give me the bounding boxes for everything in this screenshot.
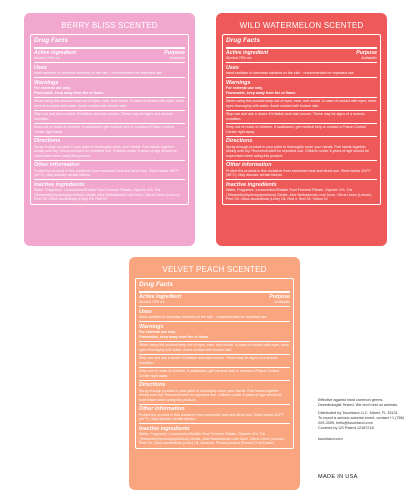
company-info [318,398,406,442]
directions-text: Spray enough product in your palm to thoroughly cover your hands. Rub hands together briskly until dry. Recommended for repeated use. Children under 6 years of age should be supervised when using this product. [34,144,177,158]
warning-when-using: When using this product keep out of eyes, ears, and mouth. In case of contact with eyes, rinse eyes thoroughly with water. Avoid contact with broken skin. [139,343,289,352]
drug-facts-title: Drug Facts [139,281,173,288]
directions-heading: Directions [34,138,61,144]
warning-flammable: Flammable, keep away from fire or flame. [34,90,105,95]
directions-heading: Directions [226,138,253,144]
warnings-heading: Warnings [34,79,59,86]
info-website: touchland.com [318,437,343,441]
drug-facts-title: Drug Facts [226,37,260,44]
warnings-heading: Warnings [226,79,251,86]
uses-heading: Uses [34,64,47,71]
warning-flammable: Flammable, keep away from fire or flame. [226,90,297,95]
inactive-ingredients-heading: Inactive ingredients [139,425,190,432]
warning-when-using: When using this product keep out of eyes, ears, and mouth. In case of contact with eyes, rinse eyes thoroughly with water. Avoid contact with broken skin. [34,99,184,108]
active-ingredient-value: Alcohol 70% v/v [139,300,165,304]
other-info-heading: Other information [139,406,185,412]
warning-external: For external use only. [34,86,71,90]
warning-keep-out: Keep out of reach of children. If swallowed, get medical help or contact a Poison Control Center right away. [34,125,175,134]
drug-facts-title: Drug Facts [34,37,68,44]
active-ingredient-heading: Active ingredient [139,294,182,300]
other-info-text: Protect the product in this container from excessive heat and direct sun. Store below 104°F (40°C). May discolor certain fabrics. [139,412,284,421]
purpose-heading: Purpose [269,294,290,300]
purpose-heading: Purpose [356,50,377,56]
warning-when-using: When using this product keep out of eyes, ears, and mouth. In case of contact with eyes, rinse eyes thoroughly with water. Avoid contact with broken skin. [226,99,376,108]
warning-keep-out: Keep out of reach of children. If swallowed, get medical help or contact a Poison Control Center right away. [139,369,280,378]
warning-stop-use: Stop use and ask a doctor if irritation and rash occurs. These may be signs of a serious condition. [226,112,365,121]
active-ingredient-value: Alcohol 70% v/v [34,56,60,60]
directions-heading: Directions [139,382,166,388]
info-distributed: Distributed by Touchland LLC. Miami, FL 33131 [318,411,398,415]
info-patent: Covered by US Patent 12187218 [318,426,374,430]
other-info-text: Protect the product in this container from excessive heat and direct sun. Store below 104°F (40°C). May discolor certain fabrics. [226,168,371,177]
uses-heading: Uses [139,308,152,315]
info-effective: Effective against most common germs. [318,398,384,402]
inactive-ingredients-text: Water, Fragrance, Leuconostoc/Radish Root Ferment Filtrate, Glycerin 4%, Tris (Tetramethylhydroxypiperidinol) Citrate, Aloe Barbadensis Leaf Juice, Citrus Limon (Lemon) Peel Oil, Citrus Aurantifolia (Lime) Oil, Red 4, Red 33, Yellow 10 [226,188,372,201]
warning-stop-use: Stop use and ask a doctor if irritation and rash occurs. These may be signs of a serious condition. [139,356,278,365]
drug-facts-panel [30,34,189,205]
other-info-heading: Other information [226,162,272,168]
warning-external: For external use only. [226,86,263,90]
inactive-ingredients-heading: Inactive ingredients [34,181,85,188]
active-ingredient-value: Alcohol 70% v/v [226,56,252,60]
uses-text: hand sanitizer to decrease bacteria on the skin · recommended for repeated use [34,71,162,75]
warning-flammable: Flammable, keep away from fire or flame. [139,334,210,339]
purpose-heading: Purpose [164,50,185,56]
other-info-heading: Other information [34,162,80,168]
label-card-wild-watermelon [216,13,387,246]
warnings-heading: Warnings [139,323,164,330]
card-title: VELVET PEACH SCENTED [162,265,267,274]
uses-text: hand sanitizer to decrease bacteria on the skin · recommended for repeated use [139,315,267,319]
directions-text: Spray enough product in your palm to thoroughly cover your hands. Rub hands together briskly until dry. Recommended for repeated use. Children under 6 years of age should be supervised when using this product. [139,388,282,402]
warning-stop-use: Stop use and ask a doctor if irritation and rash occurs. These may be signs of a serious condition. [34,112,173,121]
purpose-value: Antiseptic [274,300,290,304]
other-info-text: Protect the product in this container from excessive heat and direct sun. Store below 104°F (40°C). May discolor certain fabrics. [34,168,179,177]
info-dermatologist: Dermatologist Tested. We don't test on animals. [318,403,399,407]
purpose-value: Antiseptic [361,56,377,60]
info-report: To report a serious adverse event, contact +1 (786) 209-3309, hello@touchland.com [318,416,405,425]
uses-heading: Uses [226,64,239,71]
uses-text: hand sanitizer to decrease bacteria on the skin · recommended for repeated use [226,71,354,75]
active-ingredient-heading: Active ingredient [34,50,77,56]
inactive-ingredients-heading: Inactive ingredients [226,181,277,188]
label-card-berry-bliss [24,13,195,246]
purpose-value: Antiseptic [169,56,185,60]
inactive-ingredients-text: Water, Fragrance, Leuconostoc/Radish Root Ferment Filtrate, Glycerin 4%, Tris (Tetramethylhydroxypiperidinol) Citrate, Aloe Barbadensis Leaf Juice, Citrus Limon (Lemon) Peel Oil, Citrus Aurantifolia (Lime) Oil, Red 33 [34,188,180,201]
drug-facts-panel [222,34,381,205]
inactive-ingredients-text: Water, Fragrance, Leuconostoc/Radish Root Ferment Filtrate, Glycerin 4%, Tris (Tetramethylhydroxypiperidinol) Citrate, Aloe Barbadensis Leaf Juice, Citrus Limon (Lemon) Peel Oil, Citrus Aurantifolia (Lime) Oil, Geraniol, Prunus persica (Peach) Fruit Extract [139,432,285,445]
card-title: WILD WATERMELON SCENTED [239,21,364,30]
warning-external: For external use only. [139,330,176,334]
directions-text: Spray enough product in your palm to thoroughly cover your hands. Rub hands together briskly until dry. Recommended for repeated use. Children under 6 years of age should be supervised when using this product. [226,144,369,158]
warning-keep-out: Keep out of reach of children. If swallowed, get medical help or contact a Poison Control Center right away. [226,125,367,134]
made-in-usa: MADE IN USA [318,474,358,480]
card-title: BERRY BLISS SCENTED [61,21,158,30]
active-ingredient-heading: Active ingredient [226,50,269,56]
label-card-velvet-peach [129,257,300,490]
drug-facts-panel [135,278,294,449]
